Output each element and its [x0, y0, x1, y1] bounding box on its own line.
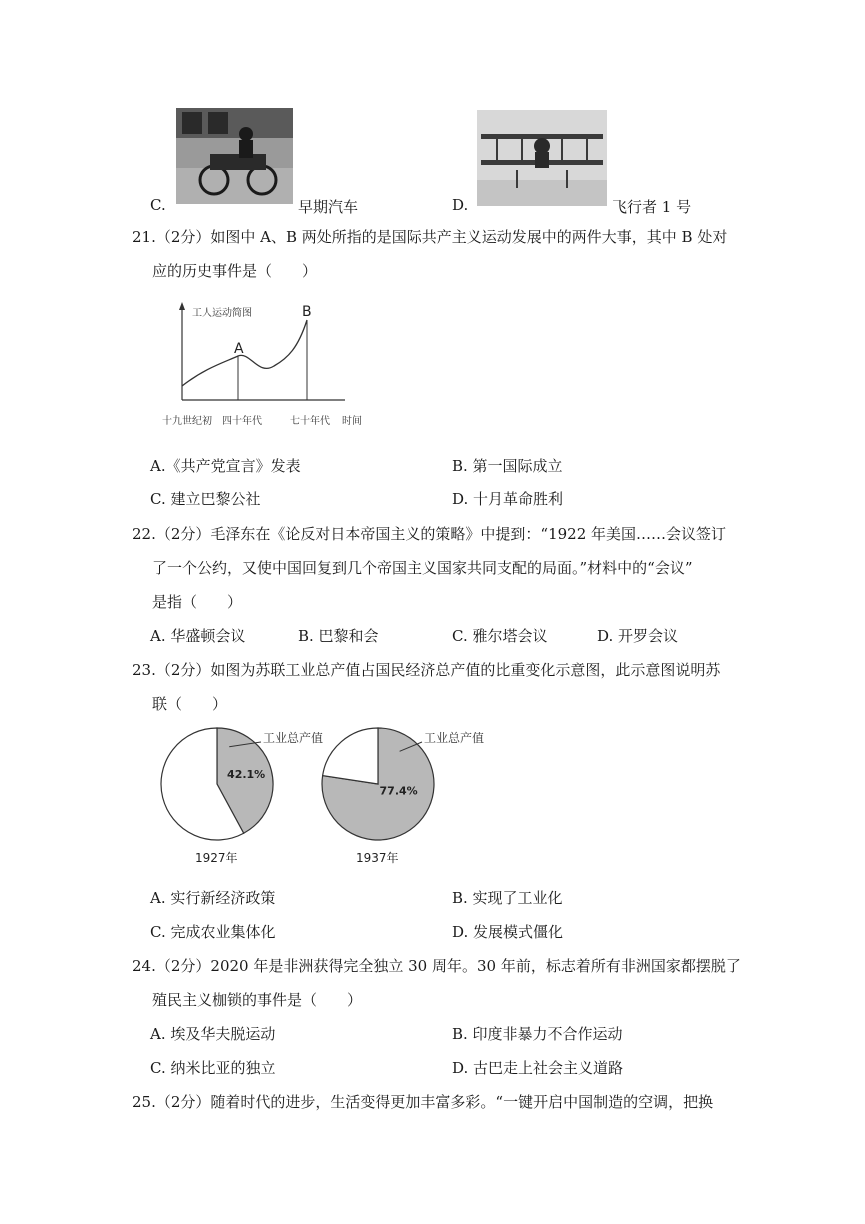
early-car-illustration	[176, 108, 293, 204]
question-22-line-2: 了一个公约，又使中国回复到几个帝国主义国家共同支配的局面。”材料中的“会议”	[152, 559, 693, 577]
pie-1-year-label: 1937年	[356, 851, 399, 865]
chart-tick-1: 十九世纪初	[162, 416, 212, 427]
question-22-stem	[132, 517, 752, 619]
question-25-stem	[132, 1085, 752, 1119]
biplane-illustration	[477, 110, 607, 206]
chart-tick-2: 四十年代	[222, 416, 262, 427]
question-23-stem	[132, 653, 752, 721]
q24-option-b[interactable]: B. 印度非暴力不合作运动	[452, 1025, 623, 1043]
question-24-line-1: 24.（2分）2020 年是非洲获得完全独立 30 周年。30 年前，标志着所有非洲国家都摆脱了	[132, 957, 741, 975]
chart-point-a: A	[234, 341, 244, 357]
question-24-line-2: 殖民主义枷锁的事件是（ ）	[152, 991, 363, 1009]
pie-1-slice-1	[323, 728, 378, 784]
chart-point-b: B	[302, 304, 312, 320]
early-car-photo	[176, 108, 293, 204]
q21-option-a[interactable]: A.《共产党宣言》发表	[150, 457, 301, 475]
pie-0-value-label: 42.1%	[227, 767, 266, 781]
question-25-line-1: 25.（2分）随着时代的进步，生活变得更加丰富多彩。“一键开启中国制造的空调，把换	[132, 1093, 714, 1111]
q24-option-a[interactable]: A. 埃及华夫脱运动	[150, 1025, 276, 1043]
chart-tick-3: 七十年代	[290, 416, 330, 427]
question-21-stem	[132, 220, 752, 288]
q21-option-c[interactable]: C. 建立巴黎公社	[150, 490, 261, 508]
question-23-line-1: 23.（2分）如图为苏联工业总产值占国民经济总产值的比重变化示意图，此示意图说明苏	[132, 661, 721, 679]
question-24-stem	[132, 949, 752, 1017]
q22-option-a[interactable]: A. 华盛顿会议	[150, 627, 246, 645]
q23-option-a[interactable]: A. 实行新经济政策	[150, 889, 276, 907]
q21-option-b[interactable]: B. 第一国际成立	[452, 457, 563, 475]
q24-option-c[interactable]: C. 纳米比亚的独立	[150, 1059, 276, 1077]
option-d-caption: 飞行者 1 号	[612, 198, 692, 216]
q24-option-d[interactable]: D. 古巴走上社会主义道路	[452, 1059, 624, 1077]
chart-x-label: 时间	[342, 416, 362, 427]
question-22-line-3: 是指（ ）	[152, 593, 243, 611]
question-21-line-2: 应的历史事件是（ ）	[152, 262, 318, 280]
question-23-line-2: 联（ ）	[152, 695, 228, 713]
q23-option-b[interactable]: B. 实现了工业化	[452, 889, 563, 907]
pie-0-year-label: 1927年	[195, 851, 238, 865]
question-21-line-1: 21.（2分）如图中 A、B 两处所指的是国际共产主义运动发展中的两件大事，其中 B 处对	[132, 228, 728, 246]
workers-movement-chart	[162, 296, 380, 431]
q22-option-b[interactable]: B. 巴黎和会	[298, 627, 379, 645]
chart-curve	[182, 320, 307, 386]
pie-1-series-label: 工业总产值	[424, 731, 485, 745]
soviet-industry-pie-charts	[150, 722, 510, 872]
option-c-letter: C.	[150, 196, 166, 214]
pie-1-value-label: 77.4%	[379, 784, 418, 798]
option-d-letter: D.	[452, 196, 469, 214]
chart-y-arrow	[179, 302, 185, 310]
wright-flyer-photo	[477, 110, 607, 206]
q21-option-d[interactable]: D. 十月革命胜利	[452, 490, 564, 508]
q23-option-d[interactable]: D. 发展模式僵化	[452, 923, 564, 941]
q22-option-c[interactable]: C. 雅尔塔会议	[452, 627, 548, 645]
q23-option-c[interactable]: C. 完成农业集体化	[150, 923, 276, 941]
option-c-caption: 早期汽车	[298, 198, 359, 216]
q22-option-d[interactable]: D. 开罗会议	[597, 627, 679, 645]
chart-y-label: 工人运动简图	[192, 308, 252, 319]
question-22-line-1: 22.（2分）毛泽东在《论反对日本帝国主义的策略》中提到：“1922 年美国……会议签订	[132, 525, 727, 543]
pie-0-series-label: 工业总产值	[263, 731, 324, 745]
